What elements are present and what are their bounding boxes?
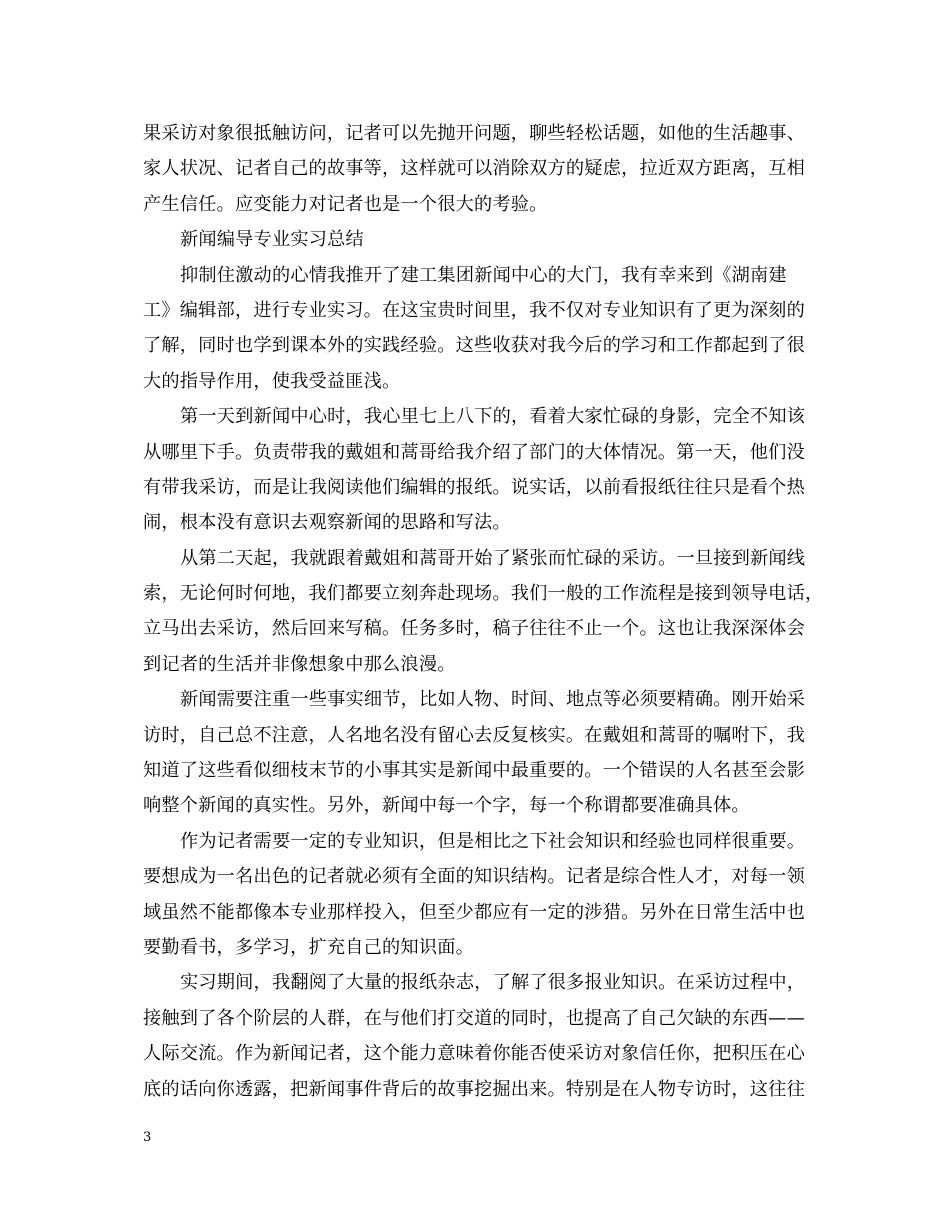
- text-line: 索，无论何时何地，我们都要立刻奔赴现场。我们一般的工作流程是接到领导电话，: [143, 583, 824, 605]
- text-line: 要勤看书，多学习，扩充自己的知识面。: [143, 936, 474, 958]
- text-line: 从第二天起，我就跟着戴姐和蒿哥开始了紧张而忙碌的采访。一旦接到新闻线: [180, 547, 806, 569]
- body-text: [143, 116, 824, 1107]
- text-line: 域虽然不能都像本专业那样投入，但至少都应有一定的涉猎。另外在日常生活中也: [143, 901, 805, 923]
- text-line: 家人状况、记者自己的故事等，这样就可以消除双方的疑虑，拉近双方距离，互相: [143, 158, 805, 180]
- text-line: 第一天到新闻中心时，我心里七上八下的，看着大家忙碌的身影，完全不知该: [180, 406, 806, 428]
- text-line: 知道了这些看似细枝末节的小事其实是新闻中最重要的。一个错误的人名甚至会影: [143, 760, 805, 782]
- text-line: 立马出去采访，然后回来写稿。任务多时，稿子往往不止一个。这也让我深深体会: [143, 618, 805, 640]
- text-line: 到记者的生活并非像想象中那么浪漫。: [143, 653, 456, 675]
- text-line: 实习期间，我翻阅了大量的报纸杂志，了解了很多报业知识。在采访过程中，: [180, 972, 806, 994]
- text-line: 访时，自己总不注意，人名地名没有留心去反复核实。在戴姐和蒿哥的嘱咐下，我: [143, 724, 805, 746]
- text-line: 从哪里下手。负责带我的戴姐和蒿哥给我介绍了部门的大体情况。第一天，他们没: [143, 441, 805, 463]
- text-line: 了解，同时也学到课本外的实践经验。这些收获对我今后的学习和工作都起到了很: [143, 335, 805, 357]
- text-line: 果采访对象很抵触访问，记者可以先抛开问题，聊些轻松话题，如他的生活趣事、: [143, 123, 805, 144]
- text-line: 新闻需要注重一些事实细节，比如人物、时间、地点等必须要精确。刚开始采: [180, 689, 806, 711]
- text-line: 工》编辑部，进行专业实习。在这宝贵时间里，我不仅对专业知识有了更为深刻的: [143, 299, 805, 321]
- text-line: 闹，根本没有意识去观察新闻的思路和写法。: [143, 512, 511, 534]
- text-line: 接触到了各个阶层的人群，在与他们打交道的同时，也提高了自己欠缺的东西——: [143, 1007, 805, 1029]
- text-line: 要想成为一名出色的记者就必须有全面的知识结构。记者是综合性人才，对每一领: [143, 866, 805, 888]
- text-line: 产生信任。应变能力对记者也是一个很大的考验。: [143, 193, 548, 215]
- page-number: 3: [143, 1130, 152, 1145]
- section-heading: 新闻编导专业实习总结: [180, 229, 364, 251]
- text-line: 人际交流。作为新闻记者，这个能力意味着你能否使采访对象信任你，把积压在心: [143, 1043, 805, 1065]
- text-line: 作为记者需要一定的专业知识，但是相比之下社会知识和经验也同样很重要。: [180, 830, 806, 852]
- text-line: 有带我采访，而是让我阅读他们编辑的报纸。说实话，以前看报纸往往只是看个热: [143, 476, 805, 498]
- text-line: 抑制住激动的心情我推开了建工集团新闻中心的大门，我有幸来到《湖南建: [180, 264, 787, 286]
- text-line: 大的指导作用，使我受益匪浅。: [143, 370, 401, 392]
- text-line: 底的话向你透露，把新闻事件背后的故事挖掘出来。特别是在人物专访时，这往往: [143, 1078, 805, 1100]
- text-line: 响整个新闻的真实性。另外，新闻中每一个字，每一个称谓都要准确具体。: [143, 795, 750, 817]
